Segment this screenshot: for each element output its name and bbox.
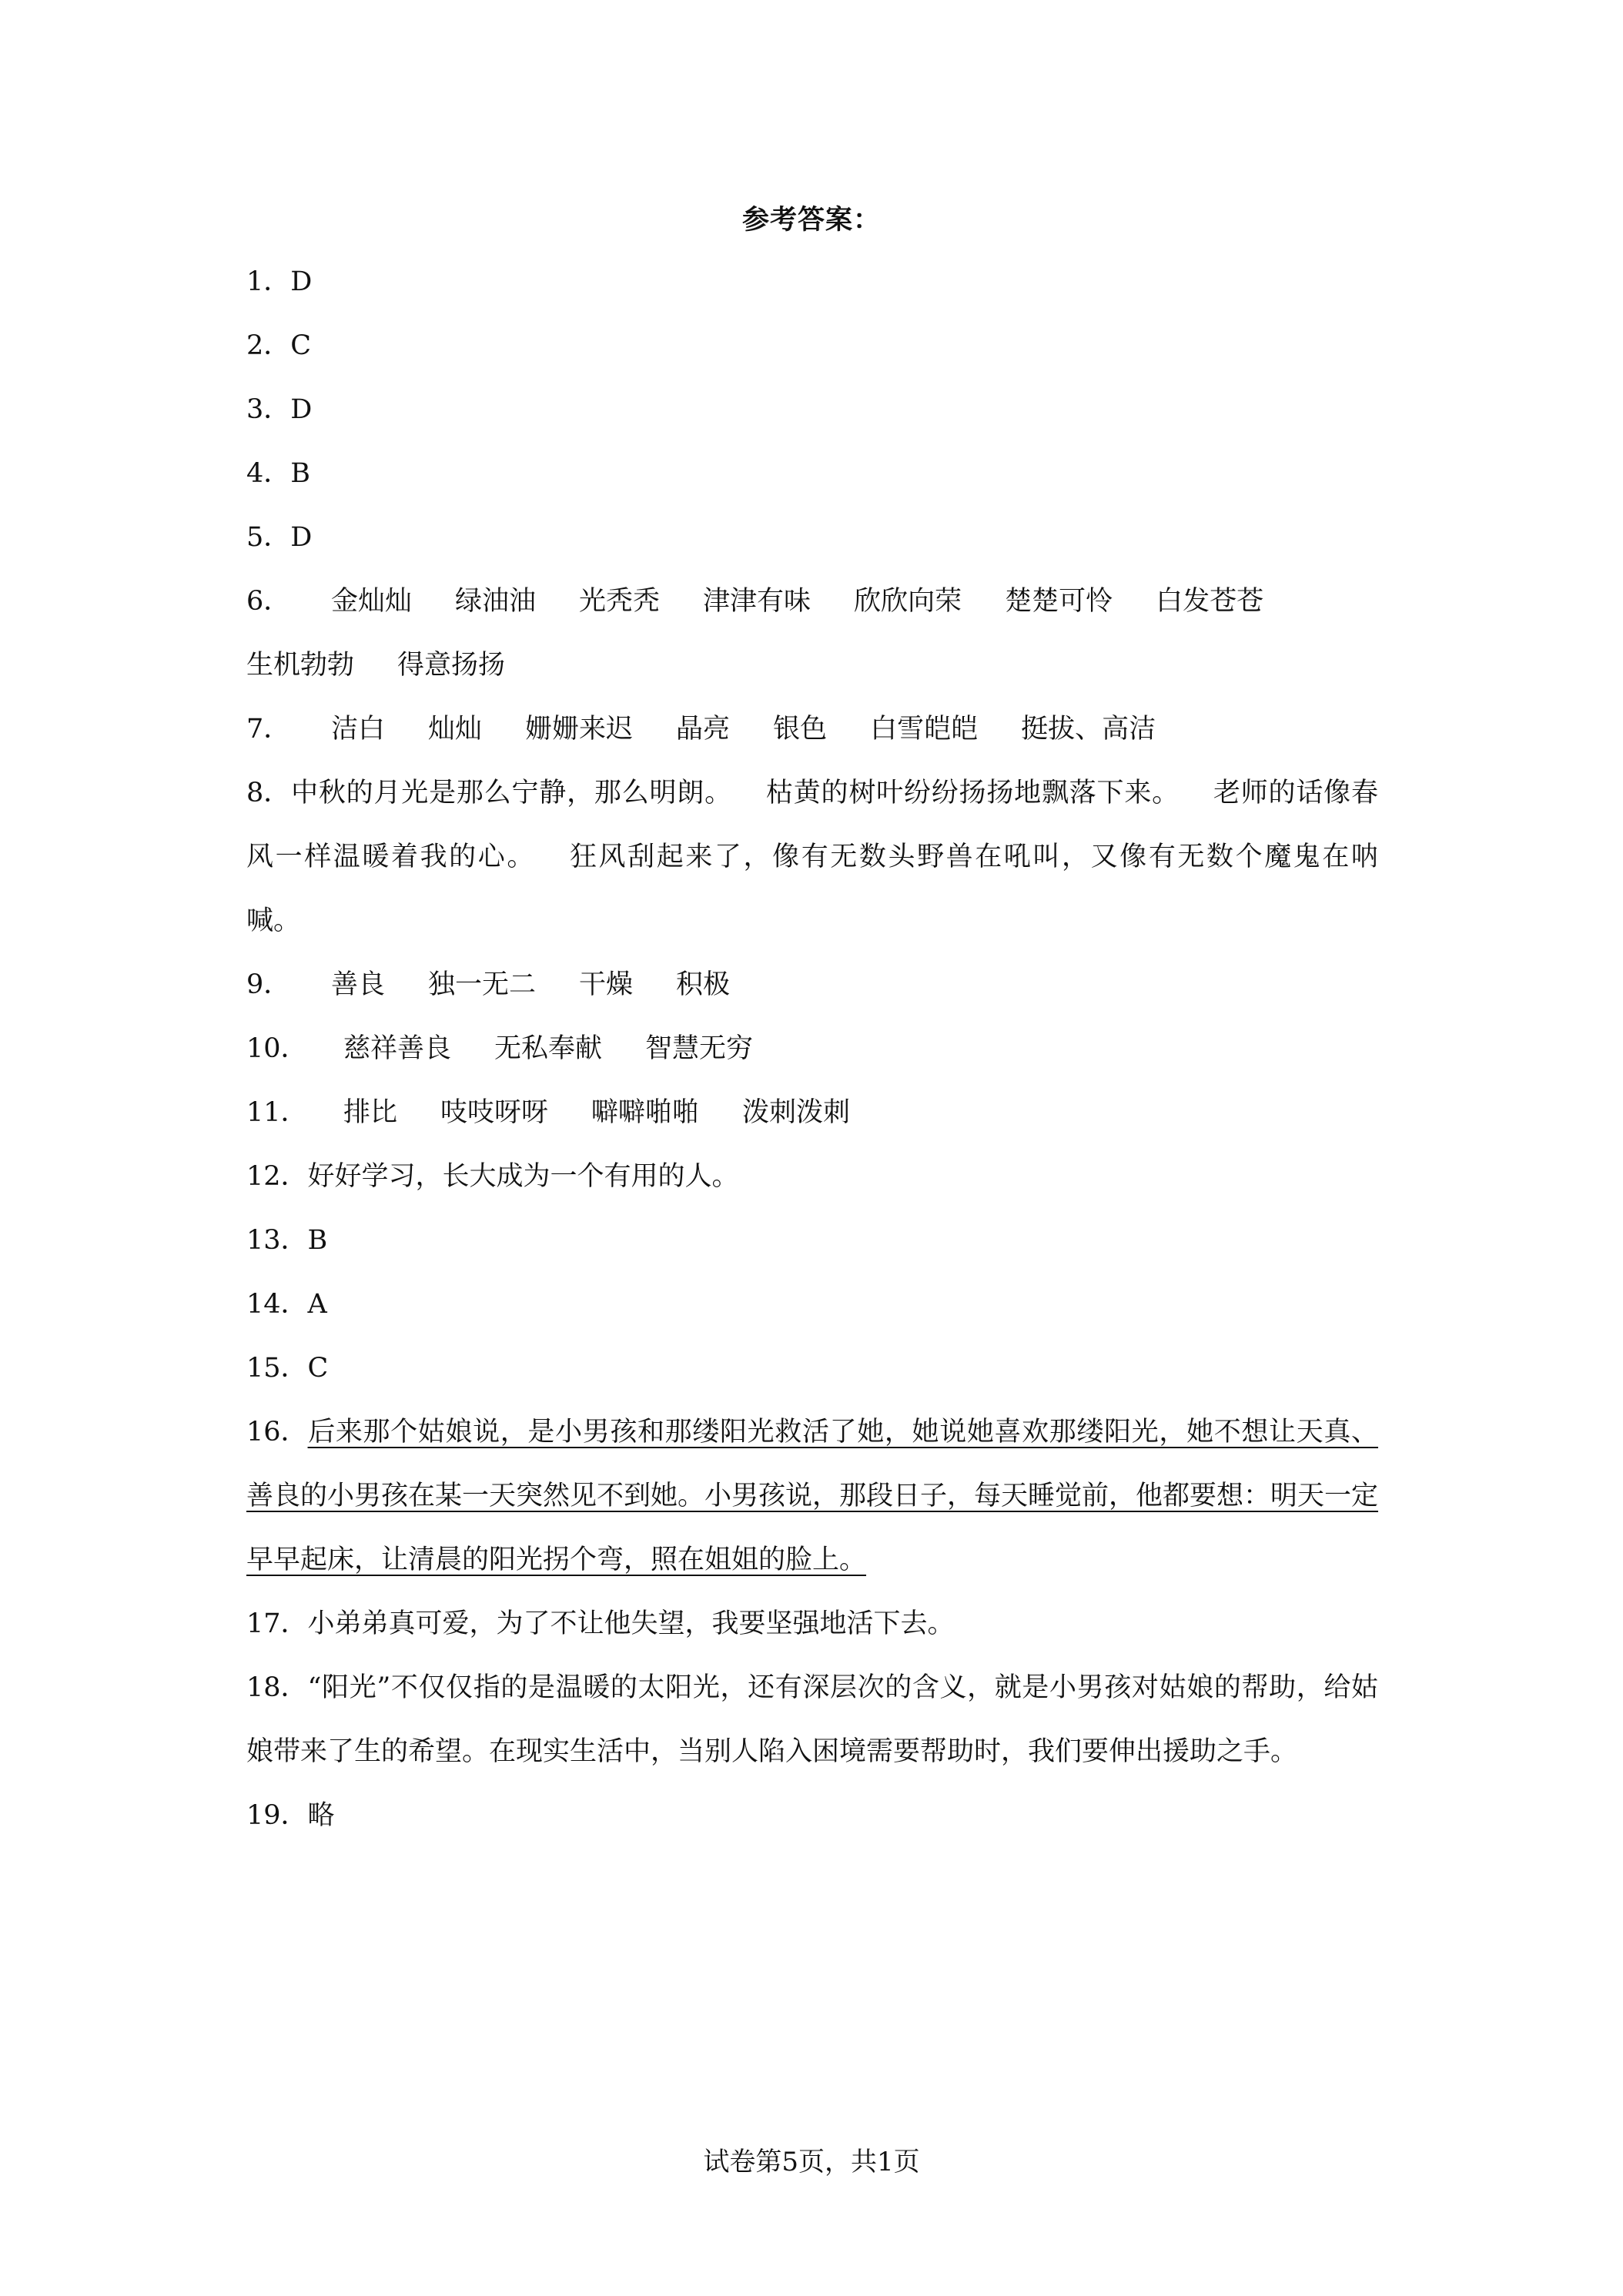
answer-number: 15． <box>246 1353 308 1384</box>
answer-number: 4． <box>246 458 291 489</box>
answer-word: 姗姗来迟 <box>525 714 634 745</box>
answer-5 <box>246 506 1378 570</box>
answer-text: 小弟弟真可爱，为了不让他失望，我要坚强地活下去。 <box>307 1608 955 1639</box>
answer-text: C <box>290 330 312 361</box>
answer-word: 噼噼啪啪 <box>591 1097 700 1128</box>
answer-number: 13． <box>246 1225 308 1256</box>
answer-number: 7． <box>246 714 291 745</box>
page-title: 参考答案： <box>741 204 881 236</box>
answer-sentence: 狂风刮起来了，像有无数头野兽在吼叫，又像有无数个魔鬼在呐喊。 <box>246 842 1378 936</box>
answer-12 <box>246 1145 1378 1209</box>
answer-sentence: 老师的话像春风一样温暖着我的心。 <box>246 778 1378 872</box>
answer-17 <box>246 1592 1378 1656</box>
answer-13 <box>246 1209 1378 1273</box>
answer-19 <box>246 1784 1378 1848</box>
answer-number: 8． <box>246 778 291 808</box>
answer-word: 洁白 <box>331 714 386 745</box>
answer-3 <box>246 378 1378 442</box>
page-footer: 试卷第5页，共1页 <box>703 2147 920 2177</box>
answer-word: 绿油油 <box>455 586 537 617</box>
answer-word: 无私奉献 <box>494 1033 603 1064</box>
answer-word: 慈祥善良 <box>343 1033 452 1064</box>
answer-text: D <box>290 394 313 425</box>
answer-15 <box>246 1337 1378 1401</box>
answer-number: 2． <box>246 330 291 361</box>
answer-text: A <box>307 1289 327 1320</box>
answer-text: 好好学习，长大成为一个有用的人。 <box>307 1161 739 1192</box>
answer-number: 5． <box>246 522 291 553</box>
answer-word: 得意扬扬 <box>397 650 506 681</box>
answer-number: 9． <box>246 969 291 1000</box>
answer-number: 10． <box>246 1033 308 1064</box>
answer-number: 16． <box>246 1417 308 1448</box>
answer-9 <box>246 953 1378 1017</box>
answer-7 <box>246 698 1378 761</box>
answer-4 <box>246 442 1378 506</box>
answer-word: 干燥 <box>579 969 634 1000</box>
answer-word: 金灿灿 <box>331 586 413 617</box>
answer-list <box>246 250 1378 1848</box>
answer-text: C <box>307 1353 329 1384</box>
answer-word: 晶亮 <box>676 714 731 745</box>
answer-word: 光秃秃 <box>579 586 661 617</box>
answer-text: D <box>290 522 313 553</box>
answer-16 <box>246 1401 1378 1592</box>
answer-number: 11． <box>246 1097 308 1128</box>
answer-number: 17． <box>246 1608 308 1639</box>
answer-word: 积极 <box>676 969 731 1000</box>
answer-number: 1． <box>246 266 291 297</box>
answer-word: 银色 <box>773 714 828 745</box>
answer-text: 略 <box>307 1800 335 1831</box>
answer-sentence: 枯黄的树叶纷纷扬扬地飘落下来。 <box>765 778 1180 808</box>
answer-8 <box>246 761 1378 953</box>
answer-word: 独一无二 <box>428 969 537 1000</box>
answer-word: 楚楚可怜 <box>1005 586 1113 617</box>
answer-number: 3． <box>246 394 291 425</box>
answer-word: 吱吱呀呀 <box>440 1097 549 1128</box>
answer-word: 泼刺泼刺 <box>742 1097 851 1128</box>
answer-6 <box>246 570 1378 698</box>
answer-word: 白雪皑皑 <box>870 714 979 745</box>
answer-sentence: 中秋的月光是那么宁静，那么明朗。 <box>290 778 732 808</box>
answer-number: 6． <box>246 586 291 617</box>
answer-text: B <box>307 1225 328 1256</box>
answer-text: B <box>290 458 311 489</box>
answer-number: 14． <box>246 1289 308 1320</box>
answer-2 <box>246 314 1378 378</box>
answer-word: 灿灿 <box>428 714 483 745</box>
answer-word: 排比 <box>343 1097 398 1128</box>
answer-word: 善良 <box>331 969 386 1000</box>
answer-text: “阳光”不仅仅指的是温暖的太阳光，还有深层次的含义，就是小男孩对姑娘的帮助，给姑娘带来了生的希望。在现实生活中，当别人陷入困境需要帮助时，我们要伸出援助之手。 <box>246 1672 1378 1767</box>
answer-number: 12． <box>246 1161 308 1192</box>
answer-1 <box>246 250 1378 314</box>
answer-word: 智慧无穷 <box>645 1033 754 1064</box>
answer-text: D <box>290 266 313 297</box>
answer-word: 欣欣向荣 <box>854 586 962 617</box>
answer-word: 生机勃勃 <box>246 650 355 681</box>
answer-14 <box>246 1273 1378 1337</box>
answer-word: 挺拔、高洁 <box>1021 714 1156 745</box>
answer-word: 白发苍苍 <box>1156 586 1264 617</box>
answer-text: 后来那个姑娘说，是小男孩和那缕阳光救活了她，她说她喜欢那缕阳光，她不想让天真、善良的小男孩在某一天突然见不到她。小男孩说，那段日子，每天睡觉前，他都要想：明天一定早早起床，让清晨的阳光拐个弯，照在姐姐的脸上。 <box>246 1417 1379 1575</box>
answer-number: 19． <box>246 1800 308 1831</box>
answer-number: 18． <box>246 1672 308 1703</box>
answer-18 <box>246 1656 1378 1784</box>
answer-word: 津津有味 <box>703 586 812 617</box>
answer-11 <box>246 1081 1378 1145</box>
answer-10 <box>246 1017 1378 1081</box>
